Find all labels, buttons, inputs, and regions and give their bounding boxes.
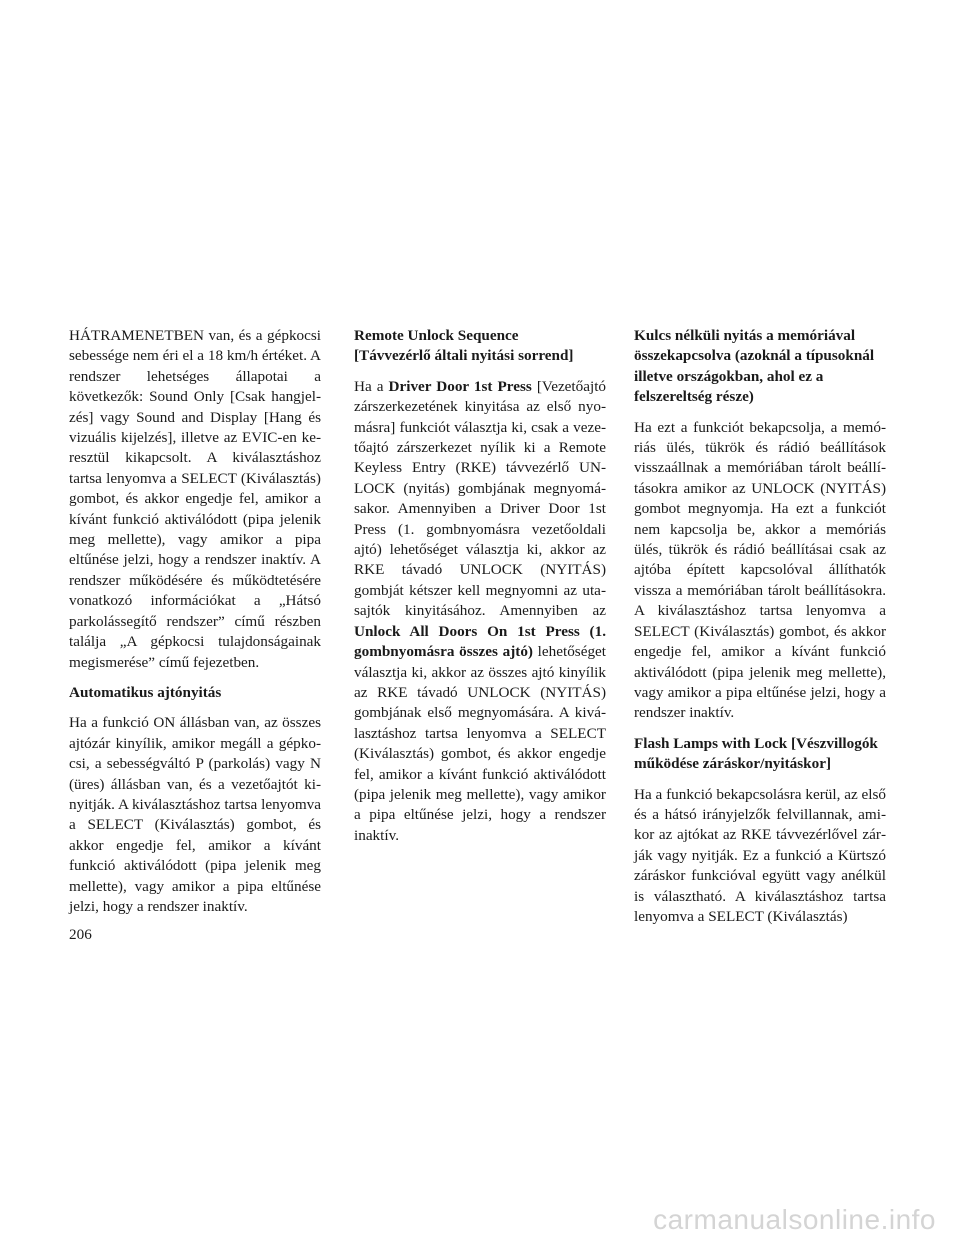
page-number: 206 [69, 926, 92, 943]
text-run: Ha a [354, 377, 389, 395]
text-run: lehetőséget választja ki, akkor az összes ajtó kinyílik az RKE távadó UNLOCK (NYITÁS) gombjának első megnyomására. A kiválasztáshoz tartsa lenyomva a SELECT (Kiválasztás) gombot, és akkor engedje fel, amikor a kívánt funkció aktiválódott (pipa jelenik meg mellette), vagy amikor a pipa eltűnése jelzi, hogy a rendszer inaktív. [354, 643, 606, 844]
paragraph-rear-park-assist: HÁTRAMENETBEN van, és a gépkocsi sebessége nem éri el a 18 km/h értéket. A rendszer lehetséges állapotai a következők: Sound Only [Csak hangjelzés] vagy Sound and Display [Hang és vizuális kijelzés], illetve az EVIC-en keresztül kikapcsolt. A kiválasztáshoz tartsa lenyomva a SELECT (Kiválasztás) gombot, és akkor engedje fel, amikor a kívánt funkció aktiválódott (pipa jelenik meg mellette), vagy amikor a pipa eltűnése jelzi, hogy a rendszer inaktív. A rendszer működésére és működtetésére vonatkozó információkat a „Hátsó parkolássegítő rendszer” című részben találja „A gépkocsi tulajdonságainak megismerése” című fejezetben. [69, 327, 321, 671]
heading-auto-door-unlock: Automatikus ajtónyitás [69, 683, 222, 701]
heading-line-2: [Távvezérlő általi nyitási sorrend] [354, 347, 574, 365]
paragraph-keyless-memory: Ha ezt a funkciót bekapcsolja, a memóriás ülés, tükrök és rádió beállítások visszaállnak a memóriában tárolt beállításokra amikor az UNLOCK (NYITÁS) gombot megnyomja. Ha ezt a funkciót nem kapcsolja be, akkor a memóriás ülés, tükrök és rádió beállításai csak az ajtóba épített kapcsolóval állíthatók vissza a memóriában tárolt beállításokra. A kiválasztáshoz tartsa lenyomva a SELECT (Kiválasztás) gombot, és akkor engedje fel, amikor a kívánt funkció aktiválódott (pipa jelenik meg mellette), vagy amikor a pipa eltűnése jelzi, hogy a rendszer inaktív. [634, 418, 886, 722]
bold-term-unlock-all: Unlock All Doors On 1st Press (1. gombnyomásra összes ajtó) [354, 622, 606, 661]
paragraph-auto-door-unlock: Ha a funkció ON állásban van, az összes ajtózár kinyílik, amikor megáll a gépkocsi, a sebességváltó P (parkolás) vagy N (üres) állásban van, és a vezetőajtót kinyitják. A kiválasztáshoz tartsa lenyomva a SELECT (Kiválasztás) gombot, és akkor engedje fel, amikor a kívánt funkció aktiválódott (pipa jelenik meg mellette), vagy amikor a pipa eltűnése jelzi, hogy a rendszer inaktív. [69, 714, 321, 915]
heading-line-1: Remote Unlock Sequence [354, 327, 519, 344]
text-run: [Vezetőajtó zárszerkezetének kinyitása az első nyomásra] funkciót választja ki, csak a vezetőajtó zárszerkezet nyílik ki a Remote Keyless Entry (RKE) távvezérlő UNLOCK (nyitás) gombjának megnyomásakor. Amennyiben a Driver Door 1st Press (1. gombnyomásra vezetőoldali ajtó) lehetőséget választja ki, akkor az RKE távadó UNLOCK (NYITÁS) gombját kétszer kell megnyomni az utasajtók kinyitásához. Amennyiben az [354, 377, 607, 620]
bold-term-driver-door: Driver Door 1st Press [388, 377, 532, 395]
column-3 [634, 326, 886, 927]
heading-keyless-memory: Kulcs nélküli nyitás a memóriával összekapcsolva (azoknál a típusoknál illetve országokban, ahol ez a felszereltség része) [634, 327, 875, 406]
heading-flash-lamps: Flash Lamps with Lock [Vészvillogók működése záráskor/nyitáskor] [634, 734, 878, 773]
heading-remote-unlock-sequence [354, 326, 606, 367]
paragraph-remote-unlock [354, 377, 606, 846]
column-2 [354, 326, 606, 856]
column-1 [69, 326, 321, 927]
paragraph-flash-lamps: Ha a funkció bekapcsolásra kerül, az első és a hátsó irányjelzők felvillannak, amikor az ajtókat az RKE távvezérlővel zárják vagy nyitják. Ez a funkció a Kürtszó záráskor funkcióval együtt vagy anélkül is választható. A kiválasztáshoz tartsa lenyomva a SELECT (Kiválasztás) [634, 785, 886, 925]
watermark: carmanualsonline.info [653, 1204, 936, 1235]
